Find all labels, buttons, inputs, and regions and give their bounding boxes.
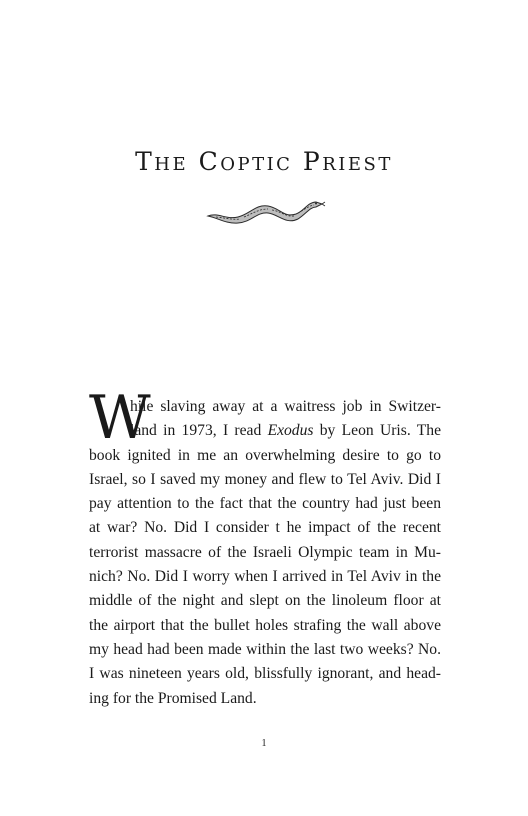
text-line: the airport that the bullet holes strafing the wall above xyxy=(89,616,441,634)
text-line: at war? No. Did I consider t he impact of the recent xyxy=(89,519,441,537)
snake-ornament-icon xyxy=(204,192,326,226)
drop-cap: W xyxy=(89,383,151,453)
page-number: 1 xyxy=(261,738,267,749)
text-line: terrorist massacre of the Israeli Olympic team in Mu- xyxy=(89,543,441,561)
text-line: middle of the night and slept on the linoleum floor at xyxy=(89,592,441,610)
text-line: I was nineteen years old, blissfully ignorant, and head- xyxy=(89,665,441,683)
text-line: my head had been made within the last two weeks? No. xyxy=(89,640,441,658)
text-line: pay attention to the fact that the country had just been xyxy=(89,495,441,513)
text-line: land in 1973, I read Exodus by Leon Uris. The xyxy=(130,422,441,440)
text-line: Israel, so I saved my money and flew to Tel Aviv. Did I xyxy=(89,470,441,488)
chapter-title: The Coptic Priest xyxy=(135,147,393,176)
book-title-italic: Exodus xyxy=(267,422,314,440)
text-line: hile slaving away at a waitress job in Switzer- xyxy=(130,398,441,415)
body-paragraph xyxy=(89,395,441,711)
text-line: book ignited in me an overwhelming desire to go to xyxy=(89,446,441,464)
text-line: ing for the Promised Land. xyxy=(89,689,257,707)
text-line: nich? No. Did I worry when I arrived in Tel Aviv in the xyxy=(89,568,441,586)
